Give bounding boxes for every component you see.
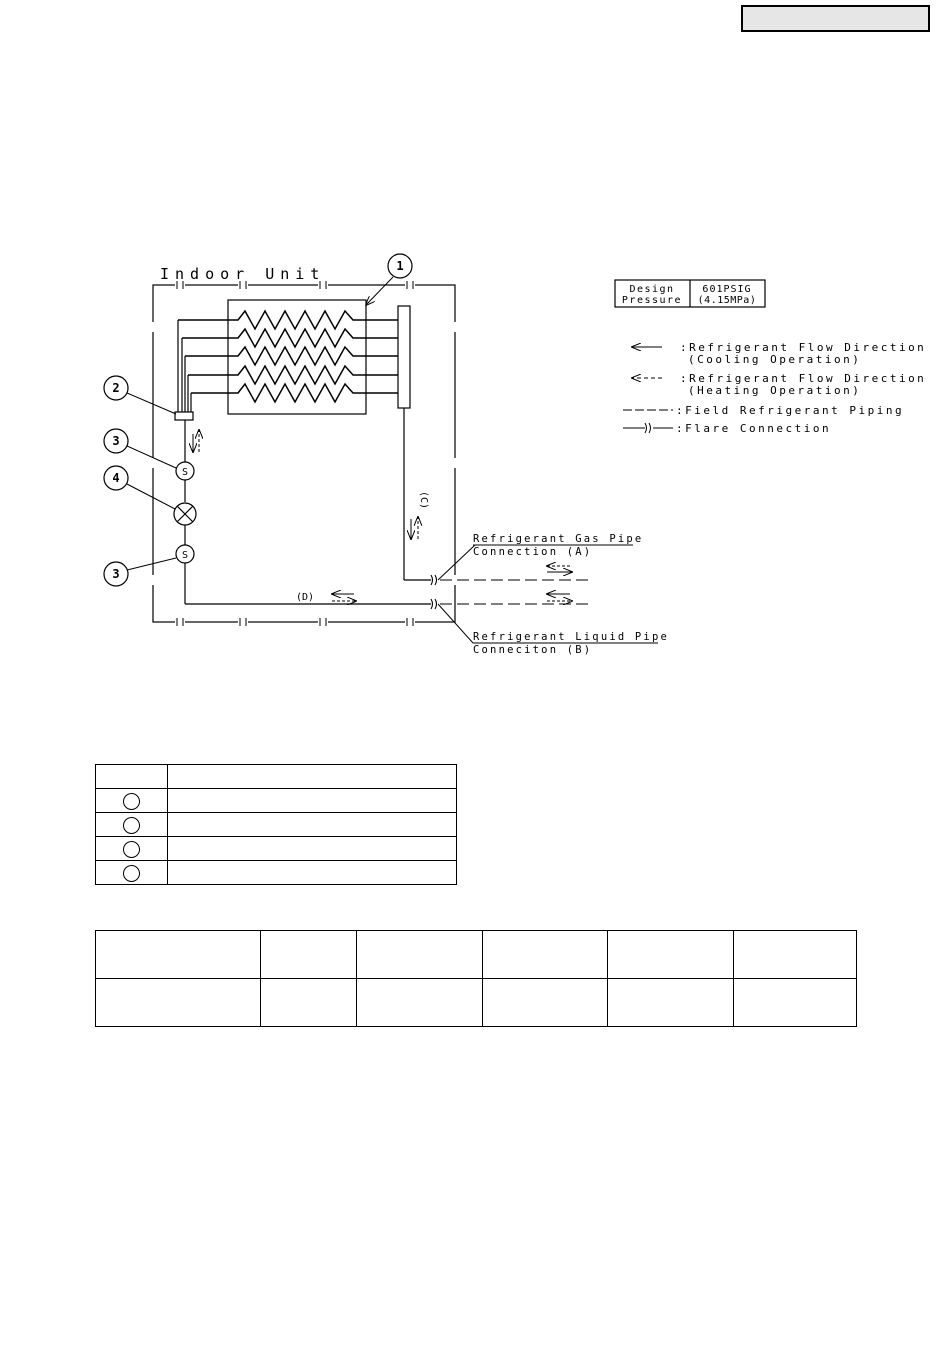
indoor-unit-title: Indoor Unit bbox=[160, 265, 326, 283]
liquid-connection-label-2: Conneciton (B) bbox=[473, 644, 593, 656]
flow-arrows-field bbox=[547, 566, 572, 601]
design-pressure-box bbox=[615, 280, 765, 307]
liquid-connection-label-1: Refrigerant Liquid Pipe bbox=[473, 631, 669, 643]
legend-heating bbox=[632, 372, 926, 397]
flow-arrows-distributor bbox=[193, 430, 199, 452]
callout-4 bbox=[104, 466, 175, 509]
parts-table-row bbox=[96, 837, 457, 861]
svg-text:Pressure: Pressure bbox=[621, 295, 683, 306]
gas-connection-label-1: Refrigerant Gas Pipe bbox=[473, 533, 644, 545]
svg-text:1: 1 bbox=[396, 259, 404, 273]
svg-text:3: 3 bbox=[112, 567, 120, 581]
parts-table bbox=[95, 764, 457, 885]
callout-3-upper bbox=[104, 429, 176, 468]
spec-table-header bbox=[96, 931, 857, 979]
parts-table-row bbox=[96, 813, 457, 837]
spec-table-row bbox=[96, 979, 857, 1027]
part-number-circle bbox=[123, 841, 140, 858]
svg-text:3: 3 bbox=[112, 434, 120, 448]
svg-text:(Cooling Operation): (Cooling Operation) bbox=[688, 353, 862, 366]
svg-text:(Heating Operation): (Heating Operation) bbox=[688, 384, 862, 397]
flow-arrows-pipe-d bbox=[332, 594, 356, 601]
flare-connection-gas bbox=[431, 575, 437, 585]
svg-text:2: 2 bbox=[112, 381, 120, 395]
svg-text::Field Refrigerant Piping: :Field Refrigerant Piping bbox=[676, 404, 905, 417]
strainer-lower-label: S bbox=[181, 550, 189, 561]
parts-table-header bbox=[96, 765, 457, 789]
part-number-circle bbox=[123, 793, 140, 810]
legend bbox=[623, 341, 926, 435]
svg-text:(4.15MPa): (4.15MPa) bbox=[697, 295, 757, 306]
gas-header bbox=[398, 306, 410, 408]
svg-text:601PSIG: 601PSIG bbox=[702, 284, 752, 295]
expansion-valve bbox=[174, 503, 196, 525]
svg-text:Design: Design bbox=[629, 284, 675, 295]
callout-1 bbox=[366, 254, 412, 305]
part-number-circle bbox=[123, 865, 140, 882]
svg-text::Refrigerant Flow Direction: :Refrigerant Flow Direction bbox=[680, 372, 927, 385]
parts-table-row bbox=[96, 861, 457, 885]
legend-cooling bbox=[632, 341, 926, 366]
part-number-circle bbox=[123, 817, 140, 834]
distributor bbox=[175, 412, 193, 420]
flow-arrows-pipe-c bbox=[411, 517, 418, 539]
heat-exchanger-coils bbox=[178, 311, 398, 402]
legend-flare bbox=[623, 422, 831, 435]
gas-connection-leader bbox=[438, 545, 475, 580]
svg-text::Refrigerant Flow Direction: :Refrigerant Flow Direction bbox=[680, 341, 927, 354]
callout-3-lower bbox=[104, 558, 176, 586]
pipe-label-d: (D) bbox=[296, 592, 315, 603]
legend-field-piping bbox=[623, 404, 904, 417]
flare-connection-liquid bbox=[431, 599, 437, 609]
pipe-label-c: (C) bbox=[418, 490, 429, 510]
svg-text::Flare Connection: :Flare Connection bbox=[676, 422, 832, 435]
callout-2 bbox=[104, 376, 176, 414]
field-piping bbox=[440, 580, 590, 604]
strainer-upper-label: S bbox=[181, 467, 189, 478]
svg-text:4: 4 bbox=[112, 471, 120, 485]
parts-table-row bbox=[96, 789, 457, 813]
gas-connection-label-2: Connection (A) bbox=[473, 546, 593, 558]
spec-table bbox=[95, 930, 857, 1027]
